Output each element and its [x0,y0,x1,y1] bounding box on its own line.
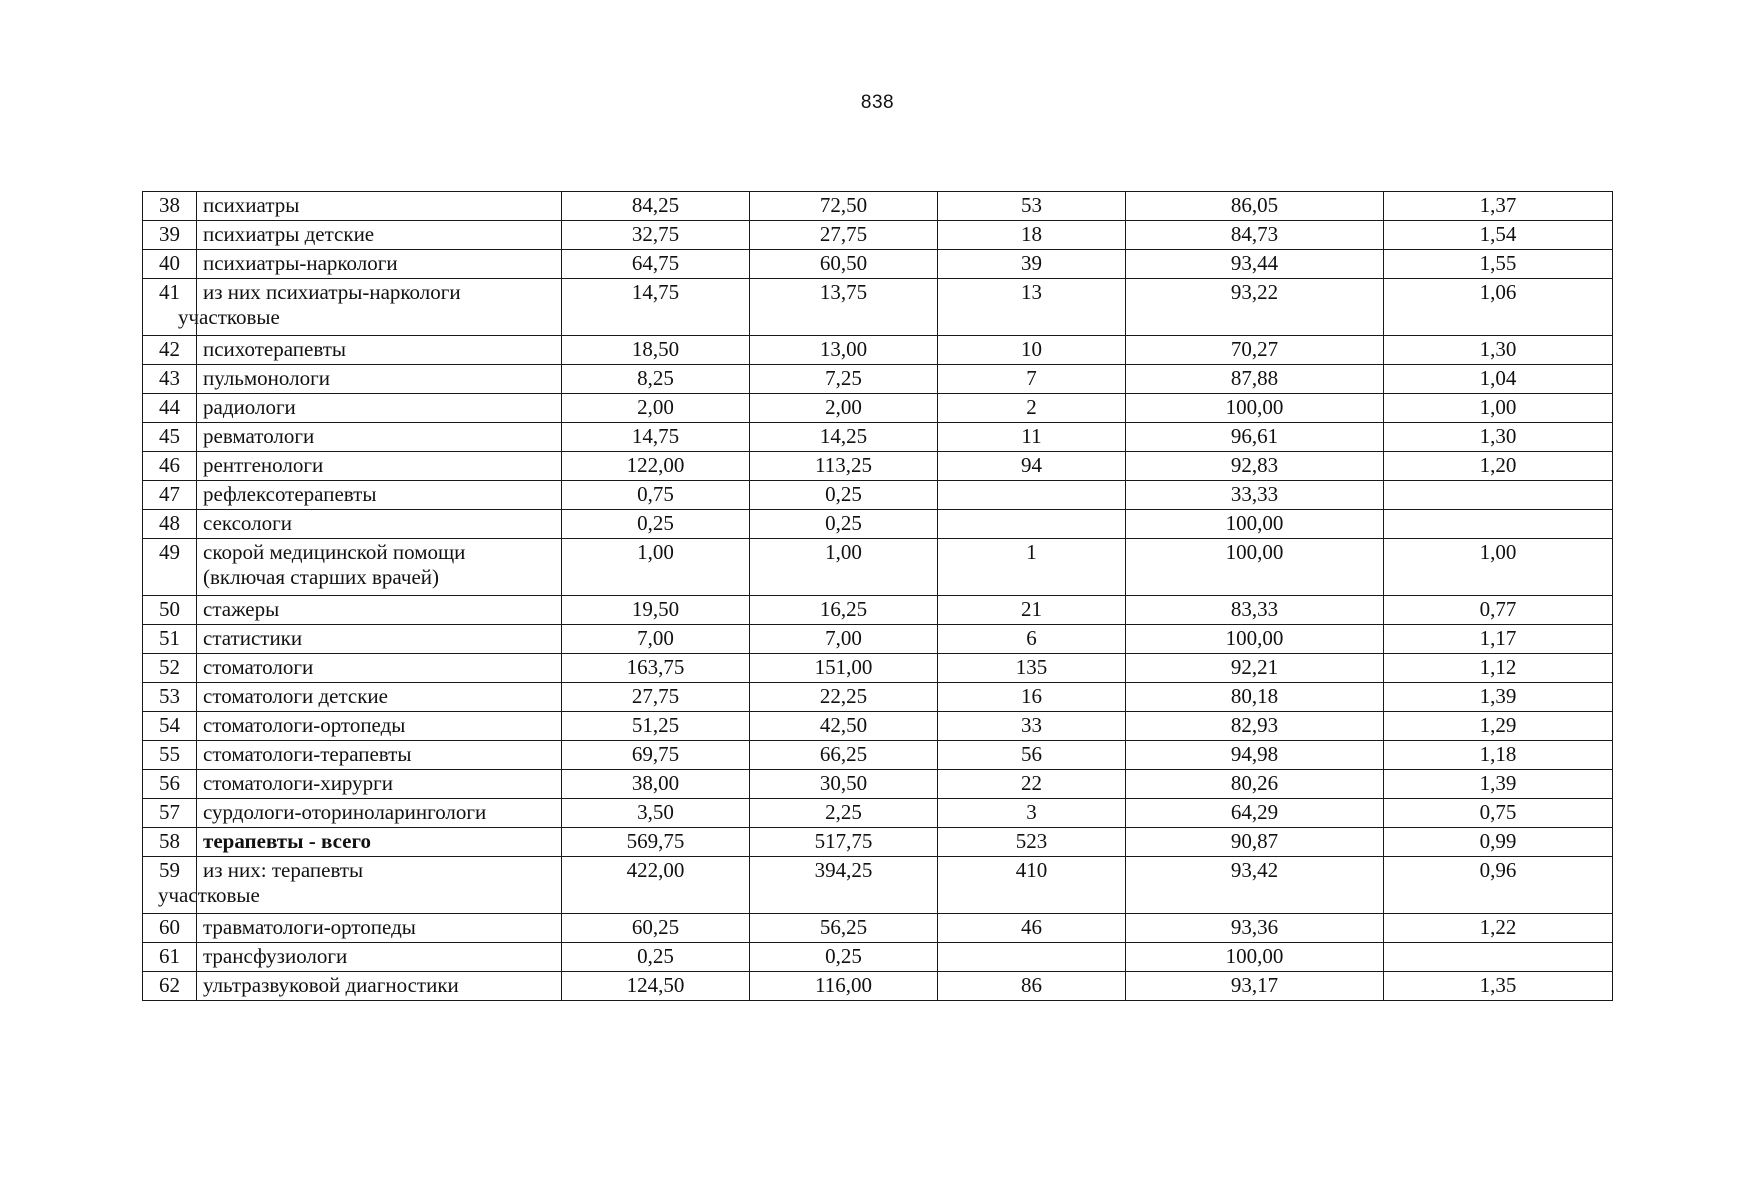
value-cell-v2: 517,75 [750,828,938,857]
specialty-name-line1: статистики [203,626,303,650]
value-cell-v1: 124,50 [562,972,750,1001]
value-cell-v1: 64,75 [562,250,750,279]
value-cell-v5: 1,22 [1384,914,1613,943]
specialty-name-line1: сексологи [203,511,292,535]
specialty-name-line1: психиатры [203,193,300,217]
value-cell-v4: 33,33 [1126,481,1384,510]
specialty-name-line1: психиатры детские [203,222,375,246]
value-cell-v5: 1,18 [1384,741,1613,770]
specialty-name [178,279,562,336]
row-number: 47 [143,481,197,510]
value-cell-v2: 42,50 [750,712,938,741]
specialty-name-line1: стоматологи-хирурги [203,771,394,795]
specialty-name [197,828,562,857]
value-cell-v5: 1,35 [1384,972,1613,1001]
value-cell-v1: 18,50 [562,336,750,365]
page-number: 838 [860,92,895,113]
value-cell-v4: 93,44 [1126,250,1384,279]
value-cell-v2: 30,50 [750,770,938,799]
specialty-name [197,250,562,279]
row-number: 49 [143,539,197,596]
row-number: 39 [143,221,197,250]
value-cell-v3: 39 [938,250,1126,279]
value-cell-v1: 3,50 [562,799,750,828]
value-cell-v3 [938,510,1126,539]
specialty-name-line2: участковые [158,883,260,907]
value-cell-v3: 53 [938,192,1126,221]
value-cell-v4: 96,61 [1126,423,1384,452]
value-cell-v3: 523 [938,828,1126,857]
table-row [143,712,1613,741]
row-number: 45 [143,423,197,452]
specialty-name-line1: из них: терапевты [203,858,364,882]
value-cell-v2: 72,50 [750,192,938,221]
value-cell-v2: 394,25 [750,857,938,914]
value-cell-v5: 0,96 [1384,857,1613,914]
table-row [143,510,1613,539]
specialty-name-line1: психиатры-наркологи [203,251,398,275]
value-cell-v1: 14,75 [562,279,750,336]
table-row [143,683,1613,712]
value-cell-v2: 13,00 [750,336,938,365]
specialty-name-line1: стажеры [203,597,280,621]
row-number: 56 [143,770,197,799]
table-row [143,423,1613,452]
specialty-name-line1: травматологи-ортопеды [203,915,416,939]
specialty-name-line1: скорой медицинской помощи [203,540,466,564]
value-cell-v1: 0,75 [562,481,750,510]
row-number: 61 [143,943,197,972]
specialty-name [197,510,562,539]
value-cell-v5: 1,20 [1384,452,1613,481]
table-row [143,770,1613,799]
value-cell-v5 [1384,510,1613,539]
value-cell-v4: 92,83 [1126,452,1384,481]
table-row [143,250,1613,279]
value-cell-v1: 32,75 [562,221,750,250]
value-cell-v2: 7,25 [750,365,938,394]
specialty-name [197,192,562,221]
table-row [143,857,1613,914]
value-cell-v1: 122,00 [562,452,750,481]
value-cell-v2: 2,25 [750,799,938,828]
specialty-name-line1: стоматологи-ортопеды [203,713,406,737]
value-cell-v5: 1,00 [1384,394,1613,423]
value-cell-v4: 93,17 [1126,972,1384,1001]
specialty-name [197,943,562,972]
value-cell-v3 [938,943,1126,972]
specialty-name [197,683,562,712]
value-cell-v3: 16 [938,683,1126,712]
table-row [143,654,1613,683]
value-cell-v4: 93,42 [1126,857,1384,914]
value-cell-v1: 51,25 [562,712,750,741]
table-row [143,596,1613,625]
row-number: 50 [143,596,197,625]
value-cell-v1: 0,25 [562,943,750,972]
row-number: 60 [143,914,197,943]
specialty-name-line1: ревматологи [203,424,315,448]
specialty-name-line1: рефлексотерапевты [203,482,377,506]
value-cell-v5: 1,17 [1384,625,1613,654]
specialty-name-line1: терапевты - всего [203,829,371,853]
value-cell-v4: 80,26 [1126,770,1384,799]
specialty-name-line1: психотерапевты [203,337,347,361]
specialty-name [197,914,562,943]
table-row [143,365,1613,394]
table-row [143,394,1613,423]
value-cell-v4: 64,29 [1126,799,1384,828]
value-cell-v2: 113,25 [750,452,938,481]
value-cell-v1: 38,00 [562,770,750,799]
specialty-name [197,481,562,510]
value-cell-v2: 116,00 [750,972,938,1001]
value-cell-v1: 2,00 [562,394,750,423]
specialty-name [197,741,562,770]
value-cell-v4: 100,00 [1126,510,1384,539]
value-cell-v1: 84,25 [562,192,750,221]
table-row [143,452,1613,481]
value-cell-v3: 2 [938,394,1126,423]
specialty-name [197,770,562,799]
value-cell-v3: 86 [938,972,1126,1001]
value-cell-v4: 70,27 [1126,336,1384,365]
value-cell-v5: 1,29 [1384,712,1613,741]
value-cell-v4: 100,00 [1126,625,1384,654]
value-cell-v1: 7,00 [562,625,750,654]
value-cell-v5: 1,55 [1384,250,1613,279]
value-cell-v4: 90,87 [1126,828,1384,857]
table-row [143,336,1613,365]
value-cell-v3 [938,481,1126,510]
value-cell-v5: 1,06 [1384,279,1613,336]
table-row [143,943,1613,972]
value-cell-v2: 14,25 [750,423,938,452]
value-cell-v1: 69,75 [562,741,750,770]
specialty-name [197,394,562,423]
specialty-name [197,452,562,481]
value-cell-v3: 410 [938,857,1126,914]
table-row [143,741,1613,770]
specialty-name [197,972,562,1001]
value-cell-v2: 0,25 [750,510,938,539]
specialty-name-line2: участковые [178,305,280,329]
specialty-name-line1: пульмонологи [203,366,330,390]
row-number: 52 [143,654,197,683]
value-cell-v4: 86,05 [1126,192,1384,221]
value-cell-v4: 93,36 [1126,914,1384,943]
value-cell-v3: 46 [938,914,1126,943]
value-cell-v2: 22,25 [750,683,938,712]
row-number: 41 [143,279,197,336]
row-number: 46 [143,452,197,481]
specialty-name [197,654,562,683]
value-cell-v5: 1,37 [1384,192,1613,221]
value-cell-v4: 80,18 [1126,683,1384,712]
value-cell-v4: 83,33 [1126,596,1384,625]
specialty-name [197,336,562,365]
value-cell-v3: 7 [938,365,1126,394]
value-cell-v5: 0,99 [1384,828,1613,857]
value-cell-v3: 18 [938,221,1126,250]
value-cell-v4: 84,73 [1126,221,1384,250]
table-row [143,539,1613,596]
specialty-name [197,539,562,596]
specialty-name-line1: трансфузиологи [203,944,348,968]
value-cell-v3: 6 [938,625,1126,654]
value-cell-v3: 22 [938,770,1126,799]
row-number: 59 [143,857,197,914]
value-cell-v1: 27,75 [562,683,750,712]
value-cell-v2: 56,25 [750,914,938,943]
value-cell-v2: 0,25 [750,481,938,510]
value-cell-v2: 16,25 [750,596,938,625]
specialty-name-line1: ультразвуковой диагностики [203,973,459,997]
value-cell-v5: 1,54 [1384,221,1613,250]
table-row [143,279,1613,336]
specialty-name-line1: стоматологи [203,655,314,679]
value-cell-v4: 82,93 [1126,712,1384,741]
specialty-name-line1: радиологи [203,395,296,419]
value-cell-v4: 100,00 [1126,394,1384,423]
value-cell-v1: 422,00 [562,857,750,914]
value-cell-v5: 1,30 [1384,336,1613,365]
value-cell-v3: 3 [938,799,1126,828]
specialty-name-line2: (включая старших врачей) [203,565,440,589]
value-cell-v2: 60,50 [750,250,938,279]
row-number: 53 [143,683,197,712]
value-cell-v5: 1,30 [1384,423,1613,452]
row-number: 42 [143,336,197,365]
value-cell-v2: 0,25 [750,943,938,972]
value-cell-v5: 1,39 [1384,770,1613,799]
value-cell-v4: 100,00 [1126,539,1384,596]
value-cell-v3: 33 [938,712,1126,741]
value-cell-v1: 569,75 [562,828,750,857]
specialty-name [197,365,562,394]
table-row [143,221,1613,250]
row-number: 48 [143,510,197,539]
specialty-name [197,596,562,625]
value-cell-v2: 2,00 [750,394,938,423]
row-number: 40 [143,250,197,279]
row-number: 38 [143,192,197,221]
table-row [143,192,1613,221]
value-cell-v2: 27,75 [750,221,938,250]
value-cell-v4: 92,21 [1126,654,1384,683]
value-cell-v4: 93,22 [1126,279,1384,336]
value-cell-v1: 19,50 [562,596,750,625]
specialty-name-line1: стоматологи детские [203,684,388,708]
value-cell-v3: 56 [938,741,1126,770]
value-cell-v1: 60,25 [562,914,750,943]
specialty-name [197,625,562,654]
specialty-name [197,423,562,452]
value-cell-v3: 10 [938,336,1126,365]
value-cell-v2: 1,00 [750,539,938,596]
value-cell-v3: 13 [938,279,1126,336]
specialty-name-line1: из них психиатры-наркологи [203,280,461,304]
value-cell-v5: 1,12 [1384,654,1613,683]
value-cell-v1: 163,75 [562,654,750,683]
value-cell-v1: 0,25 [562,510,750,539]
table-row [143,625,1613,654]
value-cell-v4: 87,88 [1126,365,1384,394]
specialty-name-line1: сурдологи-оториноларингологи [203,800,487,824]
table-row [143,481,1613,510]
specialty-name [197,221,562,250]
table-row [143,799,1613,828]
value-cell-v1: 8,25 [562,365,750,394]
value-cell-v5: 1,39 [1384,683,1613,712]
value-cell-v4: 100,00 [1126,943,1384,972]
value-cell-v2: 7,00 [750,625,938,654]
row-number: 44 [143,394,197,423]
value-cell-v5 [1384,943,1613,972]
row-number: 54 [143,712,197,741]
value-cell-v3: 1 [938,539,1126,596]
table-row [143,914,1613,943]
value-cell-v2: 151,00 [750,654,938,683]
value-cell-v5: 1,04 [1384,365,1613,394]
table-row [143,828,1613,857]
row-number: 55 [143,741,197,770]
specialty-name-line1: стоматологи-терапевты [203,742,412,766]
value-cell-v5 [1384,481,1613,510]
value-cell-v1: 1,00 [562,539,750,596]
value-cell-v3: 11 [938,423,1126,452]
value-cell-v3: 94 [938,452,1126,481]
specialty-name [197,712,562,741]
row-number: 58 [143,828,197,857]
table-body [143,192,1613,1001]
value-cell-v3: 135 [938,654,1126,683]
specialty-name-line1: рентгенологи [203,453,324,477]
row-number: 43 [143,365,197,394]
value-cell-v1: 14,75 [562,423,750,452]
value-cell-v4: 94,98 [1126,741,1384,770]
table-row [143,972,1613,1001]
specialty-name [197,799,562,828]
row-number: 57 [143,799,197,828]
staff-table [142,191,1613,1001]
value-cell-v2: 66,25 [750,741,938,770]
row-number: 51 [143,625,197,654]
value-cell-v2: 13,75 [750,279,938,336]
value-cell-v3: 21 [938,596,1126,625]
value-cell-v5: 1,00 [1384,539,1613,596]
value-cell-v5: 0,77 [1384,596,1613,625]
row-number: 62 [143,972,197,1001]
value-cell-v5: 0,75 [1384,799,1613,828]
